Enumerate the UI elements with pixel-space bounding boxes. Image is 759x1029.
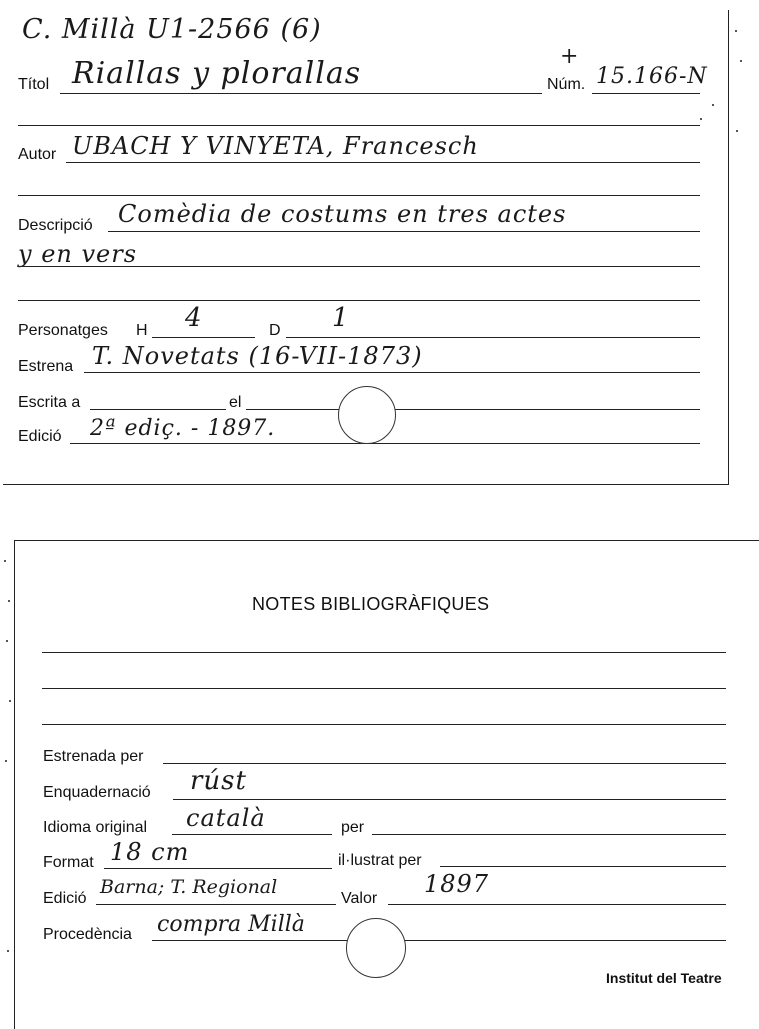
premiere-label: Estrena [18,358,74,375]
notes-rule [42,724,726,725]
value-value: 1897 [424,870,490,898]
per-label: per [341,819,365,836]
edition-value: 2ª ediç. - 1897. [90,416,276,441]
binding-label: Enquadernació [43,784,151,801]
scan-speck [4,560,6,562]
description-line2: y en vers [18,240,138,268]
written-at-rule [90,409,226,410]
provenance-rule [152,940,726,941]
description-rule [108,231,700,232]
premiere-value: T. Novetats (16-VII-1873) [92,342,423,370]
num-mark: + [560,44,580,69]
title-value: Riallas y plorallas [72,56,362,91]
value-rule [388,904,726,905]
call-number: C. Millà U1-2566 (6) [22,14,322,45]
d-rule [286,337,700,338]
notes-rule [42,652,726,653]
written-at-label: Escrita a [18,394,81,411]
scan-speck [735,30,737,32]
format-rule [104,868,332,869]
h-label: H [136,322,148,339]
binding-rule [173,799,726,800]
num-value: 15.166-N [596,64,708,89]
value-label: Valor [341,890,378,907]
per-rule [372,834,726,835]
punch-hole [346,918,406,978]
description-label: Descripció [18,217,93,234]
language-rule [172,834,332,835]
back-edition-value: Barna; T. Regional [100,876,278,898]
scan-speck [8,600,10,602]
punch-hole [338,386,396,444]
d-value: 1 [332,303,350,333]
author-rule [66,162,700,163]
premiered-by-label: Estrenada per [43,748,144,765]
premiere-rule [84,372,700,373]
format-value: 18 cm [110,838,190,866]
d-label: D [269,322,281,339]
scan-speck [740,60,742,62]
illustrated-label: il·lustrat per [338,852,422,869]
format-label: Format [43,854,94,871]
scan-speck [712,104,714,106]
back-edition-rule [96,904,336,905]
num-rule [592,93,700,94]
scan-speck [5,760,7,762]
author-value: UBACH Y VINYETA, Francesch [72,132,479,160]
num-label: Núm. [547,76,586,93]
blank-rule [18,125,700,126]
scan-speck [700,118,702,120]
title-rule [60,93,542,94]
written-on-rule [246,409,700,410]
provenance-value: compra Millà [157,912,305,937]
provenance-label: Procedència [43,926,132,943]
scan-speck [9,700,11,702]
notes-rule [42,688,726,689]
binding-value: rúst [190,766,247,796]
scan-speck [6,640,8,642]
premiered-by-rule [163,763,726,764]
title-label: Títol [18,76,50,93]
notes-heading: NOTES BIBLIOGRÀFIQUES [252,594,490,614]
language-label: Idioma original [43,819,148,836]
edition-rule [70,443,700,444]
description-rule-2 [18,266,700,267]
written-on-label: el [229,394,242,411]
scan-speck [736,130,738,132]
author-label: Autor [18,146,57,163]
illustrated-rule [440,866,726,867]
language-value: català [186,804,266,832]
characters-label: Personatges [18,322,108,339]
description-line1: Comèdia de costums en tres actes [118,200,567,228]
edition-label: Edició [18,428,62,445]
blank-rule [18,195,700,196]
blank-rule [18,300,700,301]
back-edition-label: Edició [43,890,87,907]
institution-footer: Institut del Teatre [606,970,722,986]
scan-speck [7,950,9,952]
h-value: 4 [185,303,203,333]
h-rule [152,337,255,338]
